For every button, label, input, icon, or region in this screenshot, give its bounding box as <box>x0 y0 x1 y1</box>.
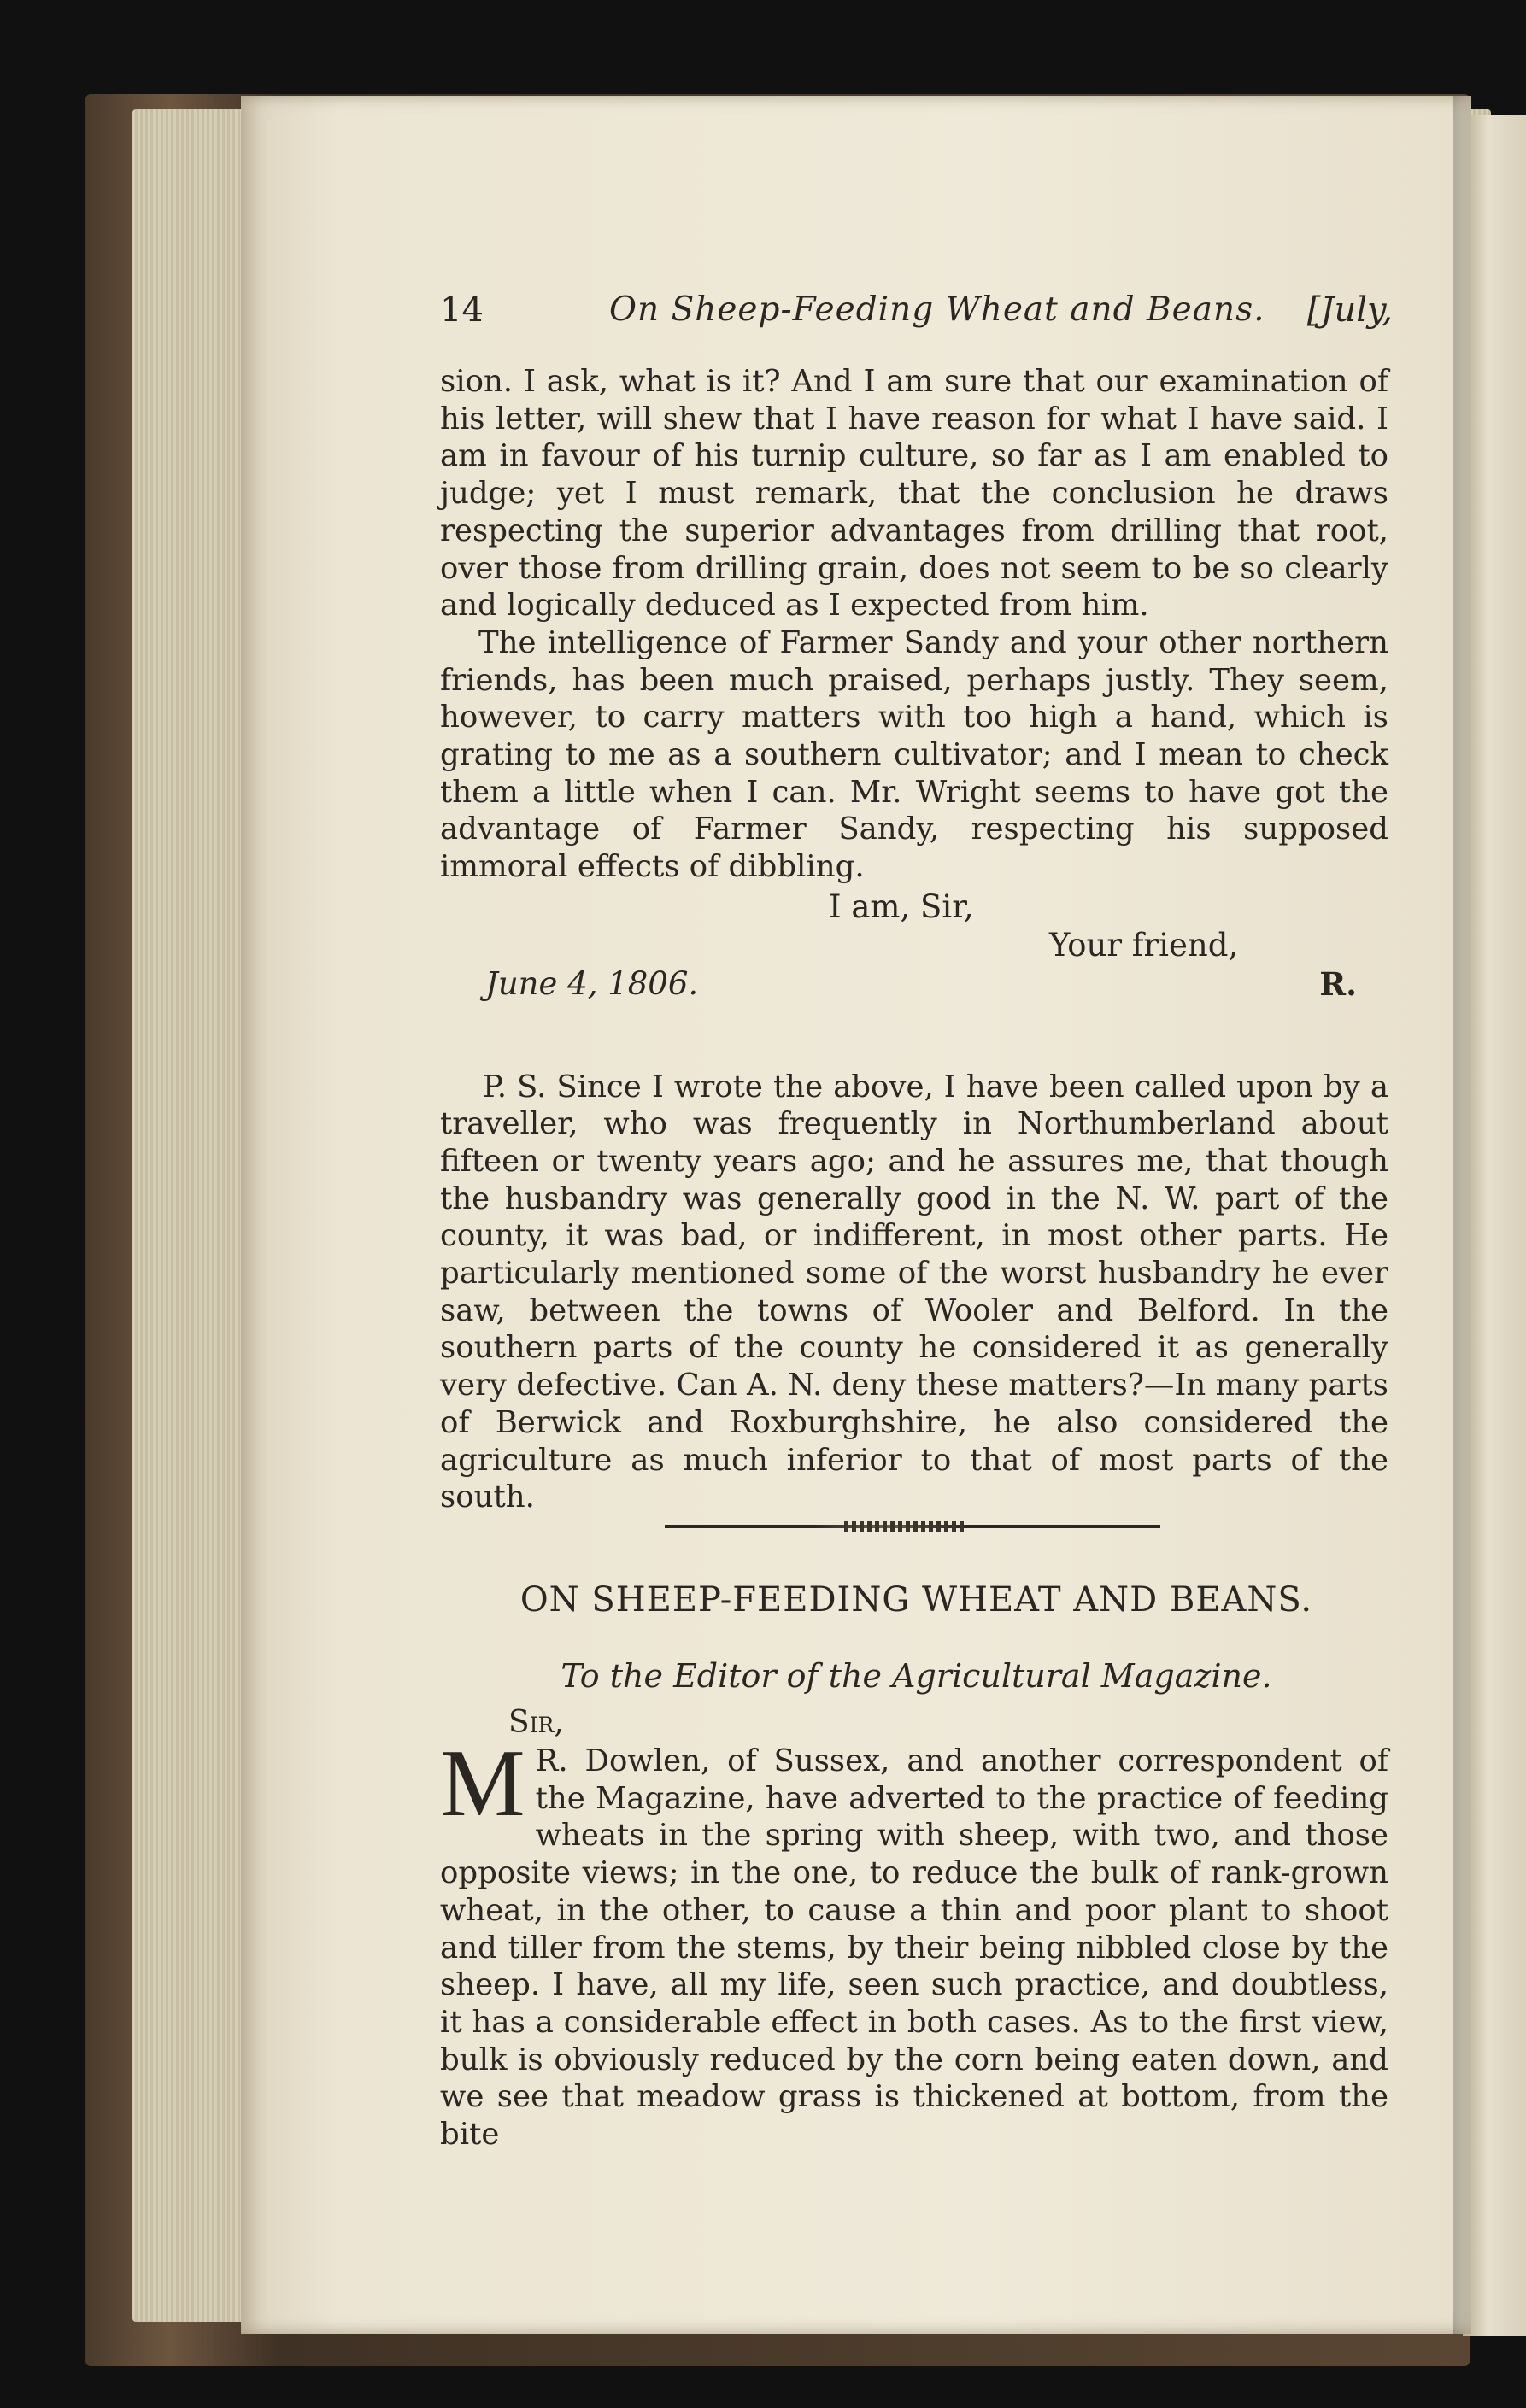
drop-cap: M <box>440 1731 525 1837</box>
letter-closing: I am, Sir, <box>829 888 974 925</box>
letter-signature: R. <box>1319 965 1357 1003</box>
letter-paragraph: The intelligence of Farmer Sandy and your other northern friends, has been much praised, perhaps justly. They seem, however, to carry matters with too high a hand, which is grating to me as a southern cultivator; and I mean to check them a little when I can. Mr. Wright seems to have got the advantage of Farmer Sandy, respecting his supposed immoral effects of dibbling. <box>440 624 1388 885</box>
letter-closing: Your friend, <box>1049 927 1239 964</box>
postscript: P. S. Since I wrote the above, I have been called upon by a traveller, who was frequently in Northumberland about fifteen or twenty years ago; and he assures me, that though the husbandry was generally good in the N. W. part of the county, it was bad, or indifferent, in most other parts. He particularly mentioned some of the worst husbandry he ever saw, between the towns of Wooler and Belford. In the southern parts of the county he considered it as generally very defective. Can A. N. deny these matters?—In many parts of Berwick and Roxburghshire, he also considered the agriculture as much inferior to that of most parts of the south. <box>440 1069 1388 1515</box>
page-number: 14 <box>440 290 484 330</box>
article-text: R. Dowlen, of Sussex, and another correspondent of the Magazine, have adverted to the practice of feeding wheats in the spring with sheep, with two, and those opposite views; in the one, to reduce the bulk of rank-grown wheat, in the other, to cause a thin and poor plant to shoot and tiller from the stems, by their being nibbled close by the sheep. I have, all my life, seen such practice, and doubtless, it has a considerable effect in both cases. As to the first view, bulk is obviously reduced by the corn being eaten down, and we see that meadow grass is thickened at bottom, from the bite <box>440 1743 1388 2153</box>
letter-dateline <box>485 965 1357 1002</box>
page-gutter <box>1453 96 1471 2334</box>
letter-date: June 4, 1806. <box>485 965 699 1002</box>
running-head <box>440 290 1393 350</box>
article-title: ON SHEEP-FEEDING WHEAT AND BEANS. <box>519 1580 1313 1620</box>
letter-paragraph: sion. I ask, what is it? And I am sure that our examination of his letter, will shew that I have reason for what I have said. I am in favour of his turnip culture, so far as I am enabled to judge; yet I must remark, that the conclusion he draws respecting the superior advantages from drilling that root, over those from drilling grain, does not seem to be so clearly and logically deduced as I expected from him. <box>440 364 1388 624</box>
facing-page-edge <box>1463 115 1526 2336</box>
running-date: [July, <box>1306 290 1393 330</box>
article-body <box>440 1731 1388 2153</box>
section-divider <box>665 1525 1160 1528</box>
article-address: To the Editor of the Agricultural Magazine. <box>561 1657 1272 1695</box>
salutation: Sir, <box>508 1705 564 1740</box>
letter-body <box>440 363 1388 886</box>
running-title: On Sheep-Feeding Wheat and Beans. <box>609 290 1265 329</box>
